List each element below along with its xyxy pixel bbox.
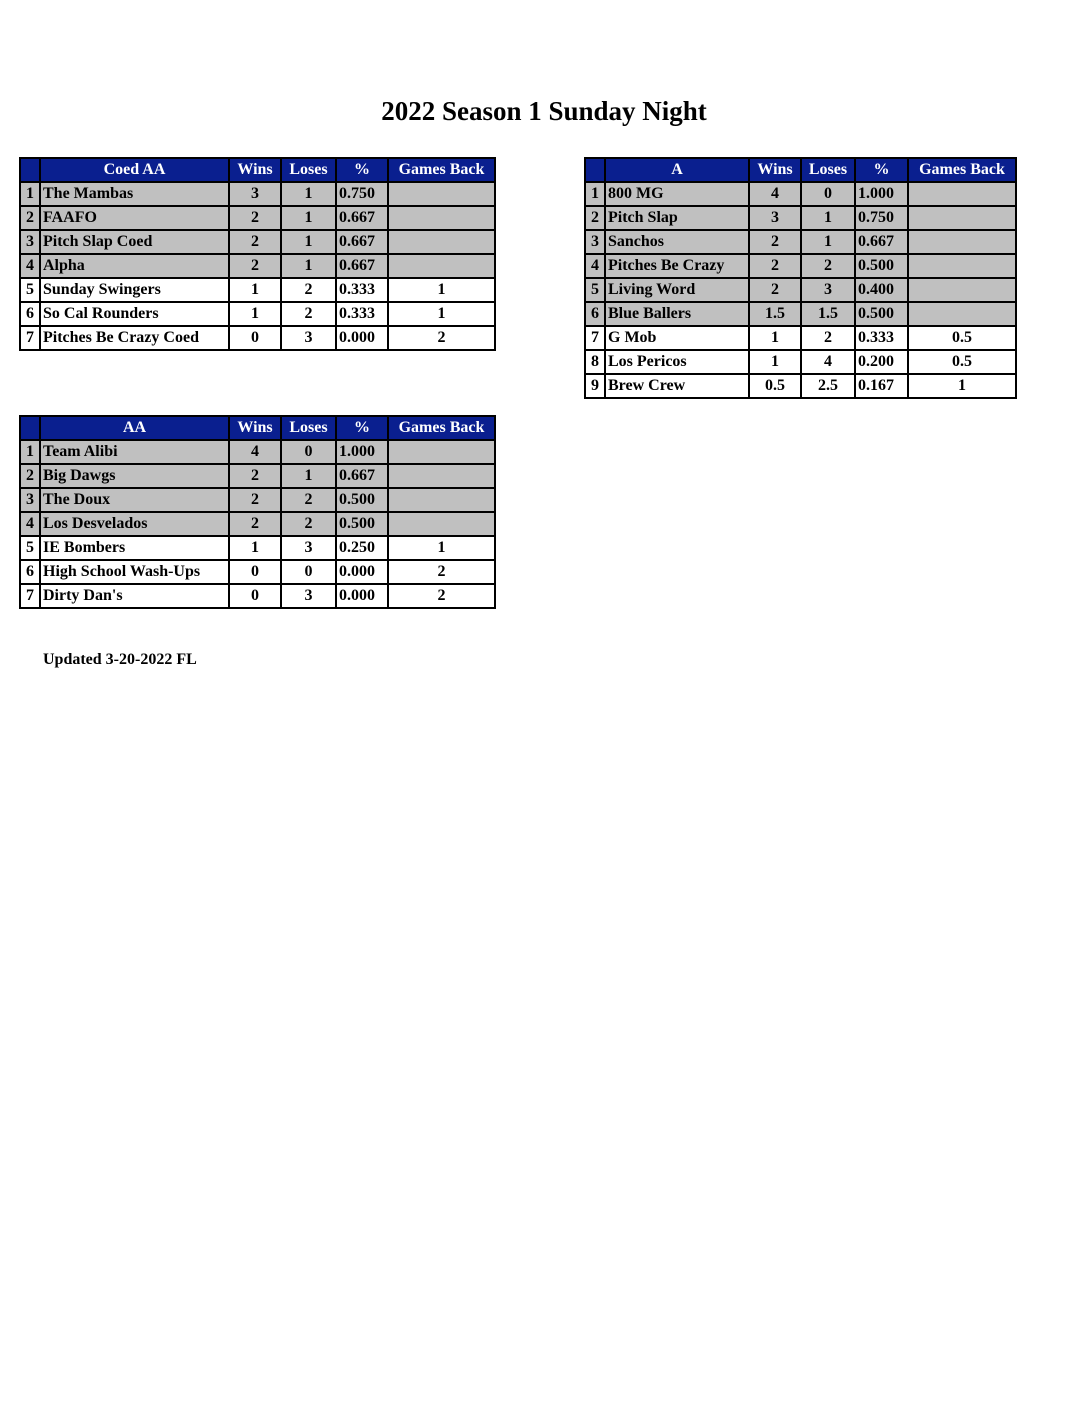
table-row	[20, 440, 495, 464]
table-row	[20, 512, 495, 536]
team-name-cell: FAAFO	[40, 206, 229, 230]
rank-cell: 3	[20, 230, 40, 254]
loses-cell: 2	[801, 326, 855, 350]
rank-cell: 1	[20, 440, 40, 464]
header-wins: Wins	[229, 158, 281, 182]
loses-cell: 1	[281, 230, 336, 254]
pct-cell: 0.167	[855, 374, 908, 398]
loses-cell: 0	[801, 182, 855, 206]
pct-cell: 0.750	[336, 182, 388, 206]
wins-cell: 1	[229, 302, 281, 326]
loses-cell: 3	[281, 326, 336, 350]
header-rank-cell	[585, 158, 605, 182]
table-row	[20, 254, 495, 278]
wins-cell: 0	[229, 326, 281, 350]
pct-cell: 0.667	[336, 464, 388, 488]
team-name-cell: So Cal Rounders	[40, 302, 229, 326]
team-name-cell: IE Bombers	[40, 536, 229, 560]
wins-cell: 1	[229, 536, 281, 560]
header-division: A	[605, 158, 749, 182]
header-pct: %	[855, 158, 908, 182]
games-back-cell	[388, 512, 495, 536]
wins-cell: 0	[229, 584, 281, 608]
rank-cell: 2	[20, 206, 40, 230]
rank-cell: 5	[20, 536, 40, 560]
table-header-row	[20, 158, 495, 182]
team-name-cell: Team Alibi	[40, 440, 229, 464]
wins-cell: 1	[229, 278, 281, 302]
wins-cell: 2	[229, 230, 281, 254]
team-name-cell: Pitches Be Crazy Coed	[40, 326, 229, 350]
games-back-cell	[908, 302, 1016, 326]
loses-cell: 3	[281, 536, 336, 560]
wins-cell: 4	[749, 182, 801, 206]
wins-cell: 2	[229, 488, 281, 512]
rank-cell: 7	[20, 326, 40, 350]
rank-cell: 5	[585, 278, 605, 302]
team-name-cell: Dirty Dan's	[40, 584, 229, 608]
games-back-cell: 2	[388, 584, 495, 608]
loses-cell: 1	[801, 230, 855, 254]
games-back-cell: 0.5	[908, 326, 1016, 350]
pct-cell: 0.333	[336, 302, 388, 326]
loses-cell: 1	[281, 206, 336, 230]
wins-cell: 2	[229, 254, 281, 278]
loses-cell: 2	[281, 302, 336, 326]
rank-cell: 3	[585, 230, 605, 254]
table-row	[20, 488, 495, 512]
team-name-cell: Pitch Slap	[605, 206, 749, 230]
table-row	[20, 182, 495, 206]
wins-cell: 2	[229, 464, 281, 488]
header-pct: %	[336, 416, 388, 440]
wins-cell: 2	[749, 230, 801, 254]
table-row	[20, 536, 495, 560]
loses-cell: 2	[281, 488, 336, 512]
rank-cell: 6	[20, 560, 40, 584]
wins-cell: 4	[229, 440, 281, 464]
loses-cell: 0	[281, 440, 336, 464]
rank-cell: 8	[585, 350, 605, 374]
rank-cell: 3	[20, 488, 40, 512]
table-row	[585, 278, 1016, 302]
page-title: 2022 Season 1 Sunday Night	[381, 96, 707, 126]
loses-cell: 1	[281, 254, 336, 278]
wins-cell: 2	[749, 254, 801, 278]
games-back-cell: 0.5	[908, 350, 1016, 374]
pct-cell: 0.500	[855, 302, 908, 326]
rank-cell: 1	[20, 182, 40, 206]
rank-cell: 2	[20, 464, 40, 488]
table-row	[20, 230, 495, 254]
team-name-cell: Big Dawgs	[40, 464, 229, 488]
games-back-cell	[908, 230, 1016, 254]
header-pct: %	[336, 158, 388, 182]
loses-cell: 3	[281, 584, 336, 608]
team-name-cell: The Doux	[40, 488, 229, 512]
wins-cell: 3	[749, 206, 801, 230]
loses-cell: 3	[801, 278, 855, 302]
header-games-back: Games Back	[388, 416, 495, 440]
games-back-cell	[388, 488, 495, 512]
loses-cell: 2	[281, 512, 336, 536]
wins-cell: 3	[229, 182, 281, 206]
table-row	[20, 464, 495, 488]
games-back-cell	[388, 206, 495, 230]
team-name-cell: Sunday Swingers	[40, 278, 229, 302]
games-back-cell	[908, 278, 1016, 302]
loses-cell: 2.5	[801, 374, 855, 398]
pct-cell: 1.000	[336, 440, 388, 464]
rank-cell: 2	[585, 206, 605, 230]
loses-cell: 2	[281, 278, 336, 302]
games-back-cell	[388, 182, 495, 206]
wins-cell: 1.5	[749, 302, 801, 326]
games-back-cell	[388, 464, 495, 488]
table-row	[585, 182, 1016, 206]
header-games-back: Games Back	[388, 158, 495, 182]
table-row	[585, 326, 1016, 350]
pct-cell: 0.667	[855, 230, 908, 254]
header-division: AA	[40, 416, 229, 440]
header-games-back: Games Back	[908, 158, 1016, 182]
coed-aa-standings-table	[19, 157, 496, 351]
wins-cell: 0.5	[749, 374, 801, 398]
table-row	[585, 206, 1016, 230]
table-row	[585, 350, 1016, 374]
rank-cell: 4	[20, 254, 40, 278]
loses-cell: 4	[801, 350, 855, 374]
team-name-cell: Alpha	[40, 254, 229, 278]
pct-cell: 0.000	[336, 560, 388, 584]
wins-cell: 2	[229, 512, 281, 536]
loses-cell: 1.5	[801, 302, 855, 326]
pct-cell: 1.000	[855, 182, 908, 206]
updated-note: Updated 3-20-2022 FL	[43, 651, 197, 668]
aa-standings-table	[19, 415, 496, 609]
rank-cell: 6	[20, 302, 40, 326]
pct-cell: 0.000	[336, 584, 388, 608]
games-back-cell: 2	[388, 326, 495, 350]
loses-cell: 1	[281, 464, 336, 488]
header-division: Coed AA	[40, 158, 229, 182]
wins-cell: 0	[229, 560, 281, 584]
pct-cell: 0.667	[336, 206, 388, 230]
pct-cell: 0.333	[336, 278, 388, 302]
games-back-cell	[388, 440, 495, 464]
team-name-cell: 800 MG	[605, 182, 749, 206]
team-name-cell: Blue Ballers	[605, 302, 749, 326]
loses-cell: 1	[281, 182, 336, 206]
a-standings-table	[584, 157, 1017, 399]
header-wins: Wins	[229, 416, 281, 440]
pct-cell: 0.667	[336, 254, 388, 278]
rank-cell: 5	[20, 278, 40, 302]
pct-cell: 0.250	[336, 536, 388, 560]
team-name-cell: Sanchos	[605, 230, 749, 254]
pct-cell: 0.500	[336, 488, 388, 512]
table-row	[585, 230, 1016, 254]
pct-cell: 0.400	[855, 278, 908, 302]
table-row	[20, 206, 495, 230]
games-back-cell: 1	[908, 374, 1016, 398]
games-back-cell: 2	[388, 560, 495, 584]
table-row	[20, 326, 495, 350]
header-loses: Loses	[801, 158, 855, 182]
loses-cell: 2	[801, 254, 855, 278]
loses-cell: 0	[281, 560, 336, 584]
games-back-cell	[908, 254, 1016, 278]
rank-cell: 4	[585, 254, 605, 278]
header-loses: Loses	[281, 416, 336, 440]
wins-cell: 2	[749, 278, 801, 302]
pct-cell: 0.500	[855, 254, 908, 278]
pct-cell: 0.667	[336, 230, 388, 254]
rank-cell: 1	[585, 182, 605, 206]
games-back-cell	[908, 182, 1016, 206]
wins-cell: 2	[229, 206, 281, 230]
table-header-row	[585, 158, 1016, 182]
header-loses: Loses	[281, 158, 336, 182]
team-name-cell: Brew Crew	[605, 374, 749, 398]
team-name-cell: Pitches Be Crazy	[605, 254, 749, 278]
header-rank-cell	[20, 158, 40, 182]
rank-cell: 7	[585, 326, 605, 350]
pct-cell: 0.500	[336, 512, 388, 536]
loses-cell: 1	[801, 206, 855, 230]
games-back-cell	[908, 206, 1016, 230]
table-row	[20, 560, 495, 584]
team-name-cell: Pitch Slap Coed	[40, 230, 229, 254]
table-row	[585, 374, 1016, 398]
team-name-cell: Los Desvelados	[40, 512, 229, 536]
wins-cell: 1	[749, 326, 801, 350]
table-header-row	[20, 416, 495, 440]
pct-cell: 0.000	[336, 326, 388, 350]
pct-cell: 0.333	[855, 326, 908, 350]
team-name-cell: Los Pericos	[605, 350, 749, 374]
pct-cell: 0.750	[855, 206, 908, 230]
table-row	[20, 278, 495, 302]
wins-cell: 1	[749, 350, 801, 374]
team-name-cell: G Mob	[605, 326, 749, 350]
rank-cell: 9	[585, 374, 605, 398]
table-row	[585, 254, 1016, 278]
rank-cell: 4	[20, 512, 40, 536]
header-wins: Wins	[749, 158, 801, 182]
header-rank-cell	[20, 416, 40, 440]
table-row	[20, 584, 495, 608]
team-name-cell: Living Word	[605, 278, 749, 302]
games-back-cell: 1	[388, 536, 495, 560]
table-row	[20, 302, 495, 326]
games-back-cell	[388, 254, 495, 278]
team-name-cell: High School Wash-Ups	[40, 560, 229, 584]
games-back-cell	[388, 230, 495, 254]
games-back-cell: 1	[388, 302, 495, 326]
rank-cell: 6	[585, 302, 605, 326]
games-back-cell: 1	[388, 278, 495, 302]
team-name-cell: The Mambas	[40, 182, 229, 206]
rank-cell: 7	[20, 584, 40, 608]
table-row	[585, 302, 1016, 326]
pct-cell: 0.200	[855, 350, 908, 374]
